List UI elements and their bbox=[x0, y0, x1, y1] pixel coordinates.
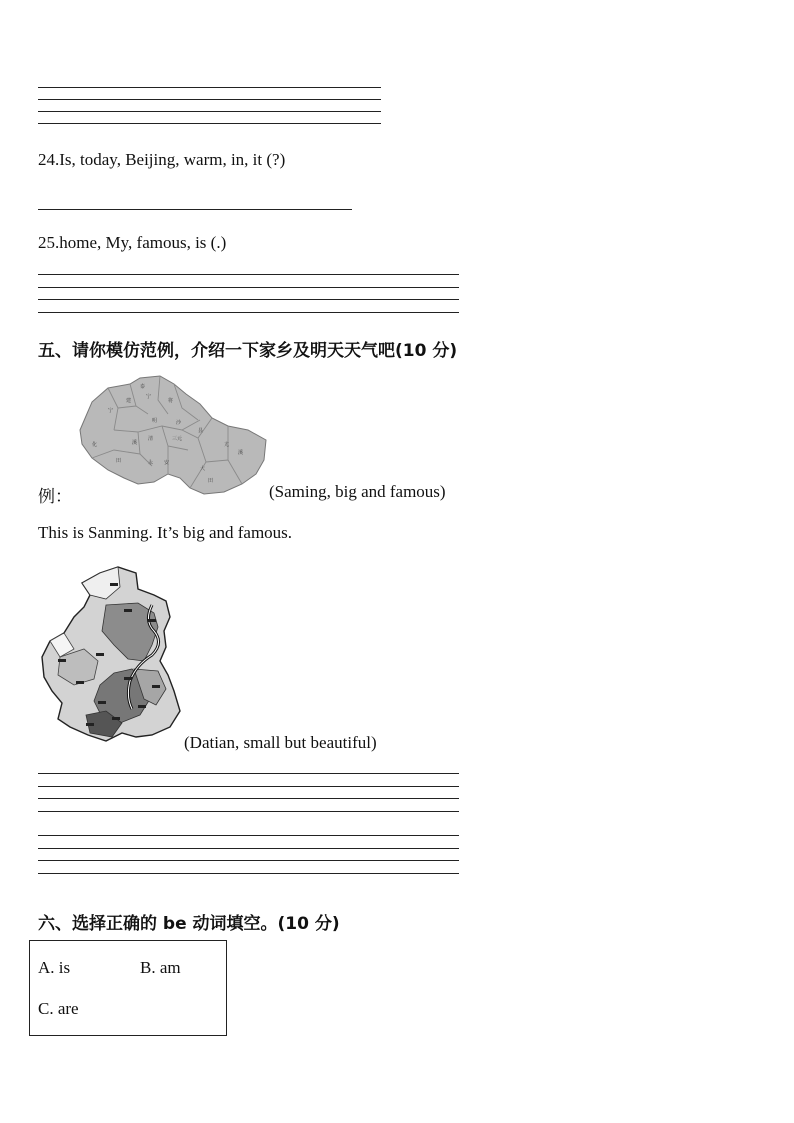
svg-text:沙: 沙 bbox=[176, 420, 182, 426]
answer-line bbox=[38, 274, 459, 275]
svg-text:永: 永 bbox=[148, 460, 154, 466]
svg-text:尤: 尤 bbox=[224, 442, 230, 448]
sanming-map-image bbox=[78, 374, 270, 498]
section-5-heading: 五、请你模仿范例，介绍一下家乡及明天天气吧(10 分) bbox=[38, 341, 458, 361]
answer-line bbox=[38, 848, 459, 849]
answer-line bbox=[38, 835, 459, 836]
example-hint: (Saming, big and famous) bbox=[269, 482, 446, 501]
svg-text:大: 大 bbox=[200, 466, 206, 472]
svg-text:泰: 泰 bbox=[140, 384, 146, 390]
svg-text:田: 田 bbox=[208, 478, 214, 484]
svg-text:清: 清 bbox=[148, 436, 154, 442]
svg-text:建: 建 bbox=[126, 398, 132, 404]
svg-text:化: 化 bbox=[92, 442, 98, 448]
answer-line bbox=[38, 123, 381, 124]
answer-line bbox=[38, 99, 381, 100]
svg-text:宁: 宁 bbox=[108, 408, 114, 414]
option-b: B. am bbox=[140, 958, 181, 977]
svg-text:将: 将 bbox=[168, 398, 174, 404]
question-25: 25.home, My, famous, is (.) bbox=[38, 233, 227, 252]
svg-text:明: 明 bbox=[152, 418, 158, 424]
answer-line bbox=[38, 786, 459, 787]
svg-text:安: 安 bbox=[164, 460, 170, 466]
svg-text:溪: 溪 bbox=[132, 440, 138, 446]
option-c: C. are bbox=[38, 999, 79, 1018]
answer-line bbox=[38, 299, 459, 300]
section-6-heading: 六、选择正确的 be 动词填空。(10 分) bbox=[38, 914, 340, 934]
svg-text:县: 县 bbox=[198, 428, 204, 434]
options-box bbox=[29, 940, 227, 1036]
example-sentence: This is Sanming. It’s big and famous. bbox=[38, 523, 293, 542]
answer-line bbox=[38, 798, 459, 799]
option-a: A. is bbox=[38, 958, 71, 977]
answer-line bbox=[38, 87, 381, 88]
answer-line bbox=[38, 111, 381, 112]
answer-line bbox=[38, 312, 459, 313]
svg-text:溪: 溪 bbox=[238, 450, 244, 456]
answer-line bbox=[38, 873, 459, 874]
answer-line bbox=[38, 209, 352, 210]
answer-line bbox=[38, 773, 459, 774]
svg-text:宁: 宁 bbox=[146, 394, 152, 400]
svg-text:田: 田 bbox=[116, 458, 122, 464]
answer-line bbox=[38, 287, 459, 288]
datian-map-image bbox=[40, 565, 186, 745]
task-hint: (Datian, small but beautiful) bbox=[184, 733, 377, 752]
answer-line bbox=[38, 860, 459, 861]
answer-line bbox=[38, 811, 459, 812]
question-24: 24.Is, today, Beijing, warm, in, it (?) bbox=[38, 150, 286, 169]
example-label: 例： bbox=[38, 487, 72, 506]
svg-text:三元: 三元 bbox=[172, 436, 183, 442]
